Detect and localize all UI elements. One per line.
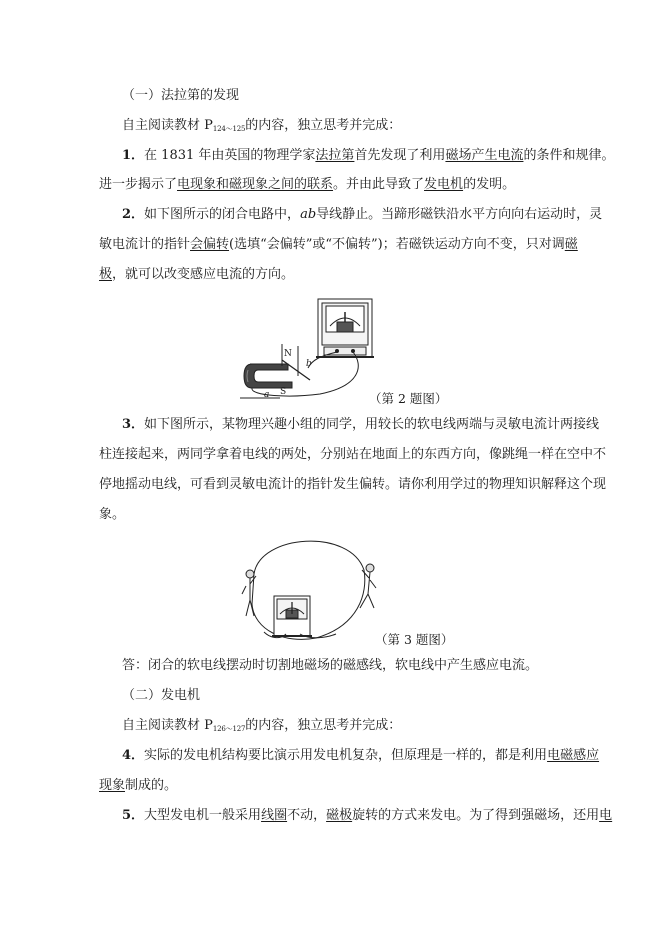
answer-blank: 发电机	[424, 177, 464, 192]
question-3-line-2: 柱连接起来，两同学拿着电线的两处，分别站在地面上的东西方向，像跳绳一样在空中不	[99, 447, 607, 462]
figure-3-caption: （第 3 题图）	[375, 632, 454, 647]
answer-blank: 磁场产生电流	[445, 148, 524, 163]
question-3-line-4: 象。	[99, 507, 126, 522]
svg-text:b: b	[306, 359, 312, 369]
answer-blank: 法拉第	[315, 148, 355, 163]
answer-blank: 电现象和磁现象之间的联系	[177, 177, 334, 192]
question-5-line-1: 5．大型发电机一般采用线圈不动，磁极旋转的方式来发电。为了得到强磁场，还用电	[122, 808, 613, 823]
question-3-line-3: 停地摇动电线，可看到灵敏电流计的指针发生偏转。请你利用学过的物理知识解释这个现	[99, 477, 607, 492]
answer-blank: 电磁感应	[547, 748, 600, 763]
answer-3: 答：闭合的软电线摆动时切割地磁场的磁感线，软电线中产生感应电流。	[122, 658, 539, 673]
svg-text:a: a	[264, 390, 270, 400]
answer-blank: 电	[599, 808, 613, 823]
question-2-line-3: 极，就可以改变感应电流的方向。	[99, 267, 295, 282]
answer-blank: 磁极	[326, 808, 353, 823]
question-3-line-1: 3．如下图所示，某物理兴趣小组的同学，用较长的软电线两端与灵敏电流计两接线	[122, 417, 600, 432]
svg-text:N: N	[284, 349, 292, 359]
figure-2-diagram	[240, 296, 380, 400]
section-title-2: （二）发电机	[122, 688, 201, 703]
figure-3-diagram	[240, 534, 380, 646]
answer-blank: 会偏转	[190, 237, 230, 252]
reading-instruction-1: 自主阅读教材 $P_{124\sim 125}$的内容，独立思考并完成：	[122, 118, 402, 133]
answer-blank: 现象	[99, 778, 126, 793]
question-2-line-2: 敏电流计的指针会偏转(选填“会偏转”或“不偏转”)；若磁铁运动方向不变，只对调磁	[99, 237, 578, 252]
question-1-line-1: 1．在 1831 年由英国的物理学家法拉第首先发现了利用磁场产生电流的条件和规律。	[122, 148, 615, 163]
answer-blank: 线圈	[261, 808, 288, 823]
svg-text:S: S	[280, 387, 287, 397]
question-4-line-1: 4．实际的发电机结构要比演示用发电机复杂，但原理是一样的，都是利用电磁感应	[122, 748, 600, 763]
answer-blank: 磁	[564, 237, 578, 252]
section-title-1: （一）法拉第的发现	[122, 88, 240, 103]
reading-instruction-2: 自主阅读教材 $P_{126\sim 127}$的内容，独立思考并完成：	[122, 718, 402, 733]
answer-blank: 极	[99, 267, 113, 282]
figure-2-caption: （第 2 题图）	[369, 391, 448, 406]
question-4-line-2: 现象制成的。	[99, 778, 178, 793]
question-1-line-2: 进一步揭示了电现象和磁现象之间的联系。并由此导致了发电机的发明。	[99, 177, 516, 192]
question-2-line-1: 2．如下图所示的闭合电路中，ab导线静止。当蹄形磁铁沿水平方向向右运动时，灵	[122, 207, 603, 222]
